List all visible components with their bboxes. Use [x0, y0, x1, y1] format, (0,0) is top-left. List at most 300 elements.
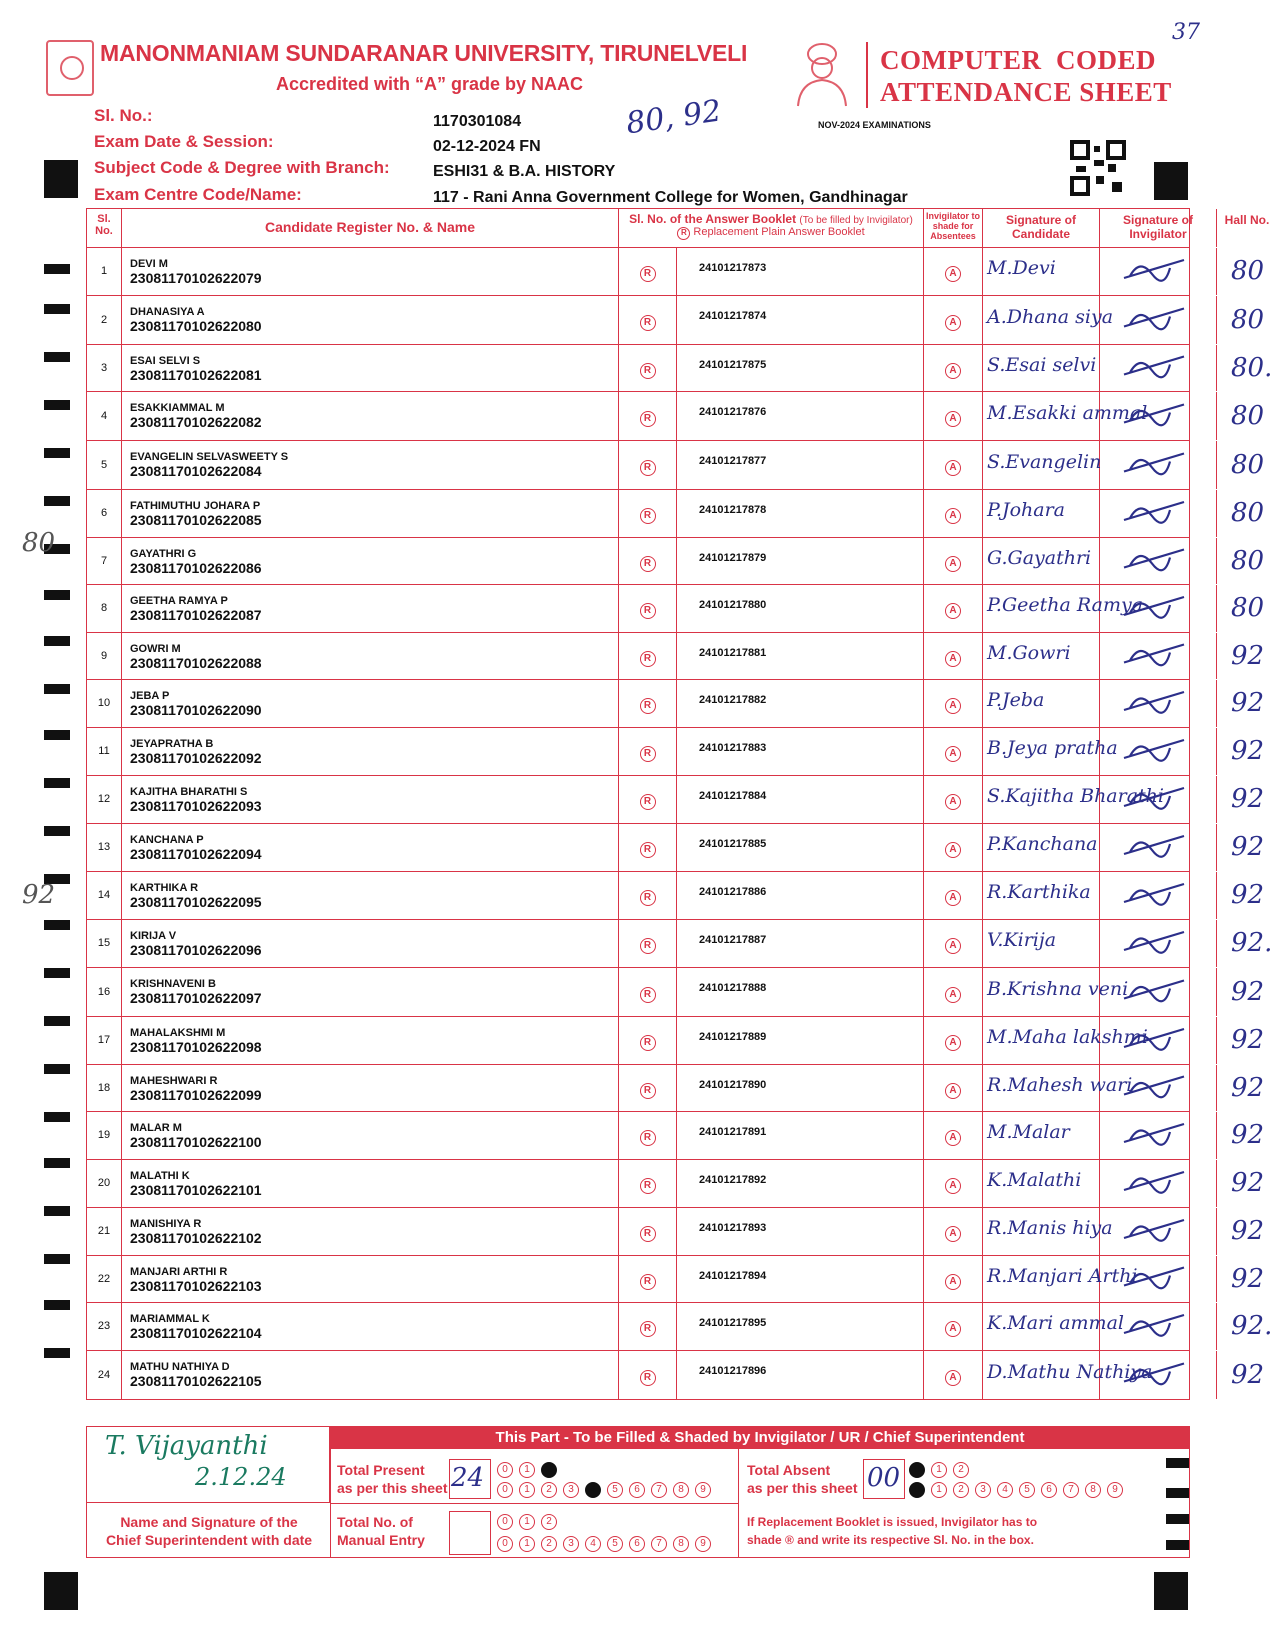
hall-number: 92 [1231, 880, 1265, 910]
candidate-cell [122, 872, 619, 919]
absent-bubble[interactable]: A [945, 460, 961, 476]
hall-number: 92 [1231, 736, 1265, 766]
hall-number: 92 [1231, 1263, 1265, 1294]
candidate-signature: S.Esai selvi [983, 345, 1100, 391]
absent-bubble[interactable]: A [945, 508, 961, 524]
absent-bubble[interactable]: A [945, 1130, 961, 1146]
university-logo [46, 40, 94, 96]
replacement-cell [619, 1065, 677, 1111]
candidate-name: MATHU NATHIYA D [130, 1361, 230, 1373]
timing-block [44, 160, 78, 198]
replacement-label: Replacement Plain Answer Booklet [693, 226, 865, 238]
register-number: 23081170102622098 [130, 1039, 262, 1055]
invigilator-signature [1100, 585, 1217, 633]
omr-bubble[interactable]: 4 [997, 1482, 1013, 1498]
sheet-title [880, 44, 1172, 108]
absent-cell [924, 441, 983, 489]
register-number: 23081170102622104 [130, 1325, 262, 1341]
invigilator-signature [1100, 441, 1217, 490]
row-sl: 13 [87, 824, 122, 871]
replacement-bubble[interactable]: R [640, 411, 656, 427]
timing-mark [44, 496, 70, 506]
replacement-bubble[interactable]: R [640, 1178, 656, 1194]
invigilator-signature-cell [1100, 296, 1217, 344]
absent-cell [924, 248, 983, 295]
invigilator-signature-cell [1100, 968, 1217, 1016]
absent-bubble[interactable]: A [945, 1083, 961, 1099]
col-invigilator-signature: Signature of Invigilator [1100, 209, 1217, 247]
timing-mark [44, 920, 70, 930]
absent-cell [924, 1256, 983, 1302]
booklet-number: 24101217883 [677, 728, 924, 775]
candidate-name: GAYATHRI G [130, 548, 197, 560]
candidate-signature: R.Manis hiya [983, 1208, 1100, 1255]
centre-value: 117 - Rani Anna Government College for Women, Gandhinagar [433, 189, 908, 206]
replacement-cell [619, 490, 677, 537]
register-number: 23081170102622105 [130, 1373, 262, 1389]
replacement-bubble[interactable]: R [640, 938, 656, 954]
candidate-name: KANCHANA P [130, 834, 204, 846]
row-sl: 4 [87, 392, 122, 440]
absent-cell [924, 776, 983, 823]
omr-bubble[interactable]: 3 [563, 1482, 579, 1498]
hall-number: 92 [1231, 688, 1265, 718]
register-number: 23081170102622096 [130, 942, 262, 958]
replacement-note [747, 1513, 1037, 1549]
invigilator-signature [1100, 248, 1217, 296]
candidate-cell [122, 441, 619, 489]
hall-number: 80. [1231, 352, 1273, 383]
timing-mark [44, 448, 70, 458]
timing-block [1154, 1572, 1188, 1610]
absent-bubble[interactable]: A [945, 651, 961, 667]
total-absent-value: 00 [867, 1463, 901, 1493]
candidate-cell [122, 585, 619, 632]
booklet-note: (To be filled by Invigilator) [799, 215, 913, 226]
invigilator-signature [1100, 1303, 1217, 1351]
candidate-signature: K.Malathi [983, 1160, 1100, 1207]
candidate-signature: M.Esakki ammal [983, 392, 1100, 440]
absent-bubble[interactable]: A [945, 1321, 961, 1337]
invigilator-signature-cell [1100, 776, 1217, 823]
replacement-bubble[interactable]: R [640, 460, 656, 476]
absent-cell [924, 1065, 983, 1111]
candidate-name: JEYAPRATHA B [130, 738, 214, 750]
replacement-bubble[interactable]: R [640, 794, 656, 810]
timing-mark [44, 1206, 70, 1216]
absent-bubble[interactable]: A [945, 363, 961, 379]
absent-bubble[interactable]: A [945, 603, 961, 619]
replacement-bubble[interactable]: R [640, 1130, 656, 1146]
table-row [86, 296, 1265, 345]
absent-cell [924, 345, 983, 391]
absent-cell [924, 920, 983, 967]
table-row [86, 776, 1265, 824]
manual-entry-line2: Manual Entry [337, 1532, 425, 1548]
timing-block [44, 1572, 78, 1610]
table-row [86, 248, 1265, 296]
omr-bubble[interactable]: 1 [519, 1514, 535, 1530]
candidate-cell [122, 1065, 619, 1111]
omr-bubble[interactable]: 7 [651, 1482, 667, 1498]
candidate-name: MARIAMMAL K [130, 1313, 210, 1325]
table-row [86, 1112, 1265, 1160]
col-hall: Hall No. [1224, 213, 1270, 227]
hall-number: 80 [1231, 256, 1265, 286]
invigilator-signature [1100, 1017, 1217, 1065]
booklet-number: 24101217895 [677, 1303, 924, 1350]
row-sl: 11 [87, 728, 122, 775]
omr-bubble[interactable]: 0 [497, 1482, 513, 1498]
omr-bubble[interactable]: 5 [607, 1536, 623, 1552]
replacement-bubble[interactable]: R [640, 556, 656, 572]
candidate-cell [122, 1112, 619, 1159]
row-sl: 6 [87, 490, 122, 537]
absent-bubble[interactable]: A [945, 1370, 961, 1386]
table-row [86, 728, 1265, 776]
candidate-name: MANISHIYA R [130, 1218, 202, 1230]
booklet-number: 24101217888 [677, 968, 924, 1016]
booklet-number: 24101217874 [677, 296, 924, 344]
invigilator-signature-cell [1100, 585, 1217, 632]
absent-bubble[interactable]: A [945, 1035, 961, 1051]
omr-bubble[interactable]: 0 [909, 1462, 925, 1478]
omr-bubble[interactable]: 2 [541, 1482, 557, 1498]
absent-bubble[interactable]: A [945, 987, 961, 1003]
timing-mark [44, 1158, 70, 1168]
omr-bubble[interactable]: 0 [497, 1536, 513, 1552]
replacement-bubble[interactable]: R [640, 651, 656, 667]
absent-cell [924, 585, 983, 632]
replacement-bubble[interactable]: R [640, 1083, 656, 1099]
invigilator-signature [1100, 1160, 1217, 1208]
omr-bubble[interactable]: 0 [909, 1482, 925, 1498]
omr-bubble[interactable]: 1 [519, 1482, 535, 1498]
register-number: 23081170102622093 [130, 798, 262, 814]
total-absent-label [747, 1461, 858, 1497]
chief-label-line1: Name and Signature of the [120, 1514, 298, 1530]
candidate-cell [122, 345, 619, 391]
omr-bubble[interactable]: 4 [585, 1482, 601, 1498]
omr-bubble[interactable]: 6 [629, 1482, 645, 1498]
replacement-bubble[interactable]: R [640, 1370, 656, 1386]
replacement-cell [619, 538, 677, 584]
candidate-cell [122, 1303, 619, 1350]
timing-mark [44, 352, 70, 362]
omr-bubble[interactable]: 2 [541, 1536, 557, 1552]
candidate-name: FATHIMUTHU JOHARA P [130, 500, 261, 512]
register-number: 23081170102622079 [130, 270, 262, 286]
omr-bubble[interactable]: 9 [695, 1482, 711, 1498]
booklet-number: 24101217891 [677, 1112, 924, 1159]
omr-bubble[interactable]: 4 [585, 1536, 601, 1552]
invigilator-signature [1100, 633, 1217, 680]
sl-no-value: 1170301084 [433, 113, 522, 130]
register-number: 23081170102622080 [130, 318, 262, 334]
absent-cell [924, 538, 983, 584]
manual-entry-line1: Total No. of [337, 1514, 413, 1530]
total-present-label [337, 1461, 448, 1497]
timing-mark [44, 264, 70, 274]
centre-label: Exam Centre Code/Name: [94, 185, 302, 204]
hall-number: 92 [1231, 1168, 1265, 1198]
candidate-signature: M.Gowri [983, 633, 1100, 679]
omr-bubble[interactable]: 7 [1063, 1482, 1079, 1498]
omr-bubble[interactable]: 2 [953, 1482, 969, 1498]
table-row [86, 920, 1273, 968]
replacement-bubble[interactable]: R [640, 987, 656, 1003]
timing-mark [44, 1300, 70, 1310]
omr-bubble[interactable]: 1 [931, 1482, 947, 1498]
omr-bubble[interactable]: 8 [673, 1482, 689, 1498]
candidate-name: MANJARI ARTHI R [130, 1266, 228, 1278]
invigilator-signature [1100, 968, 1217, 1017]
manual-unit-bubbles [497, 1533, 717, 1552]
hall-number: 80 [1231, 545, 1265, 576]
hall-number: 92 [1231, 832, 1265, 862]
omr-bubble[interactable]: 2 [541, 1514, 557, 1530]
replacement-bubble[interactable]: R [640, 1035, 656, 1051]
booklet-number: 24101217875 [677, 345, 924, 391]
omr-bubble[interactable]: 2 [541, 1462, 557, 1478]
absent-bubble[interactable]: A [945, 411, 961, 427]
booklet-number: 24101217879 [677, 538, 924, 584]
register-number: 23081170102622086 [130, 560, 262, 576]
absent-cell [924, 1351, 983, 1399]
margin-note-80: 80 [22, 528, 56, 558]
table-row [86, 441, 1265, 490]
table-row [86, 1256, 1265, 1303]
replacement-bubble[interactable]: R [640, 698, 656, 714]
absent-bubble[interactable]: A [945, 266, 961, 282]
register-number: 23081170102622092 [130, 750, 262, 766]
invigilator-signature-cell [1100, 1017, 1217, 1064]
omr-bubble[interactable]: 1 [519, 1462, 535, 1478]
candidate-cell [122, 1208, 619, 1255]
candidate-name: DEVI M [130, 258, 168, 270]
timing-mark [44, 1064, 70, 1074]
col-booklet [619, 209, 924, 247]
register-number: 23081170102622094 [130, 846, 262, 862]
hall-number: 92. [1231, 928, 1273, 958]
replacement-cell [619, 1303, 677, 1350]
timing-mark [44, 1112, 70, 1122]
booklet-number: 24101217885 [677, 824, 924, 871]
absent-bubble[interactable]: A [945, 1178, 961, 1194]
row-sl: 22 [87, 1256, 122, 1302]
omr-bubble[interactable]: 2 [953, 1462, 969, 1478]
register-number: 23081170102622103 [130, 1278, 262, 1294]
absent-bubble[interactable]: A [945, 794, 961, 810]
omr-bubble[interactable]: 3 [975, 1482, 991, 1498]
candidate-signature: A.Dhana siya [983, 296, 1100, 344]
candidate-signature: K.Mari ammal [983, 1303, 1100, 1350]
absent-bubble[interactable]: A [945, 938, 961, 954]
table-row [86, 872, 1265, 920]
booklet-title: Sl. No. of the Answer Booklet [629, 212, 797, 226]
table-row [86, 968, 1265, 1017]
absent-bubble[interactable]: A [945, 842, 961, 858]
register-number: 23081170102622084 [130, 463, 262, 479]
absent-bubble[interactable]: A [945, 698, 961, 714]
register-number: 23081170102622090 [130, 702, 262, 718]
replacement-bubble[interactable]: R [640, 1321, 656, 1337]
invigilator-signature-cell [1100, 1351, 1217, 1399]
invigilator-signature-cell [1100, 248, 1217, 295]
total-present-line1: Total Present [337, 1462, 425, 1478]
hall-number: 80 [1231, 449, 1265, 480]
table-row [86, 824, 1265, 872]
hall-number: 80 [1231, 400, 1265, 431]
invigilator-signature-cell [1100, 920, 1217, 967]
replacement-symbol: R [677, 227, 690, 240]
absent-cell [924, 1112, 983, 1159]
absent-bubble[interactable]: A [945, 315, 961, 331]
invigilator-signature [1100, 824, 1217, 872]
invigilator-signature-cell [1100, 441, 1217, 489]
booklet-number: 24101217893 [677, 1208, 924, 1255]
omr-bubble[interactable]: 7 [651, 1536, 667, 1552]
invigilator-signature-cell [1100, 1256, 1217, 1302]
table-row [86, 1351, 1265, 1400]
candidate-cell [122, 824, 619, 871]
omr-bubble[interactable]: 9 [695, 1536, 711, 1552]
margin-note-92: 92 [22, 880, 56, 910]
replacement-cell [619, 248, 677, 295]
table-row [86, 680, 1265, 728]
replacement-cell [619, 1017, 677, 1064]
col-candidate: Candidate Register No. & Name [122, 209, 619, 247]
absent-cell [924, 1160, 983, 1207]
absent-cell [924, 1208, 983, 1255]
replacement-cell [619, 1112, 677, 1159]
hall-number: 92. [1231, 1311, 1273, 1341]
row-sl: 17 [87, 1017, 122, 1064]
omr-bubble[interactable]: 1 [519, 1536, 535, 1552]
col-candidate-signature: Signature of Candidate [983, 209, 1100, 247]
invigilator-signature-cell [1100, 1112, 1217, 1159]
omr-bubble[interactable]: 6 [1041, 1482, 1057, 1498]
omr-bubble[interactable]: 0 [497, 1462, 513, 1478]
absent-tens-bubbles [909, 1459, 975, 1478]
omr-bubble[interactable]: 5 [1019, 1482, 1035, 1498]
replacement-bubble[interactable]: R [640, 1226, 656, 1242]
university-name: MANONMANIAM SUNDARANAR UNIVERSITY, TIRUNELVELI [100, 40, 748, 66]
replacement-bubble[interactable]: R [640, 315, 656, 331]
invigilator-signature [1100, 538, 1217, 585]
title-divider [866, 42, 868, 108]
founder-portrait [790, 40, 854, 106]
invigilator-signature [1100, 1065, 1217, 1112]
omr-bubble[interactable]: 9 [1107, 1482, 1123, 1498]
absent-cell [924, 1303, 983, 1350]
booklet-number: 24101217878 [677, 490, 924, 537]
omr-bubble[interactable]: 6 [629, 1536, 645, 1552]
candidate-cell [122, 538, 619, 584]
invigilator-signature-cell [1100, 680, 1217, 727]
invigilator-signature [1100, 920, 1217, 968]
booklet-number: 24101217877 [677, 441, 924, 489]
hall-number: 92 [1231, 1072, 1265, 1103]
absent-bubble[interactable]: A [945, 1274, 961, 1290]
omr-bubble[interactable]: 5 [607, 1482, 623, 1498]
hall-number: 92 [1231, 784, 1265, 814]
accreditation: Accredited with “A” grade by NAAC [276, 74, 584, 94]
candidate-signature: M.Maha lakshmi [983, 1017, 1100, 1064]
chief-label-line2: Chief Superintendent with date [105, 1532, 313, 1548]
timing-mark [44, 730, 70, 740]
omr-bubble[interactable]: 8 [673, 1536, 689, 1552]
invigilator-signature-cell [1100, 1208, 1217, 1255]
row-sl: 3 [87, 345, 122, 391]
candidate-name: MAHESHWARI R [130, 1075, 218, 1087]
absent-unit-bubbles [909, 1479, 1129, 1498]
omr-bubble[interactable]: 3 [563, 1536, 579, 1552]
absent-bubble[interactable]: A [945, 556, 961, 572]
booklet-number: 24101217896 [677, 1351, 924, 1399]
invigilator-signature [1100, 1256, 1217, 1303]
omr-bubble[interactable]: 0 [497, 1514, 513, 1530]
absent-cell [924, 968, 983, 1016]
absent-bubble[interactable]: A [945, 1226, 961, 1242]
replacement-bubble[interactable]: R [640, 363, 656, 379]
invigilator-signature [1100, 1208, 1217, 1256]
candidate-signature: R.Manjari Arthi [983, 1256, 1100, 1302]
candidate-name: DHANASIYA A [130, 306, 205, 318]
absent-bubble[interactable]: A [945, 746, 961, 762]
absent-cell [924, 296, 983, 344]
booklet-number: 24101217881 [677, 633, 924, 679]
manual-entry-box[interactable] [449, 1511, 491, 1555]
replacement-cell [619, 680, 677, 727]
omr-bubble[interactable]: 8 [1085, 1482, 1101, 1498]
absent-bubble[interactable]: A [945, 890, 961, 906]
booklet-number: 24101217876 [677, 392, 924, 440]
absent-cell [924, 392, 983, 440]
omr-bubble[interactable]: 1 [931, 1462, 947, 1478]
replacement-bubble[interactable]: R [640, 266, 656, 282]
booklet-number: 24101217887 [677, 920, 924, 967]
replacement-bubble[interactable]: R [640, 890, 656, 906]
candidate-signature: M.Devi [983, 248, 1100, 295]
replacement-bubble[interactable]: R [640, 1274, 656, 1290]
replacement-bubble[interactable]: R [640, 746, 656, 762]
candidate-signature: P.Jeba [983, 680, 1100, 727]
replacement-bubble[interactable]: R [640, 603, 656, 619]
replacement-cell [619, 296, 677, 344]
replacement-bubble[interactable]: R [640, 508, 656, 524]
exam-name: NOV-2024 EXAMINATIONS [818, 120, 931, 130]
booklet-number: 24101217882 [677, 680, 924, 727]
replacement-cell [619, 824, 677, 871]
candidate-signature: R.Mahesh wari [983, 1065, 1100, 1111]
hall-number: 80 [1231, 498, 1265, 528]
register-number: 23081170102622081 [130, 367, 262, 383]
absent-cell [924, 824, 983, 871]
total-present-value: 24 [451, 1463, 485, 1493]
booklet-number: 24101217886 [677, 872, 924, 919]
absent-cell [924, 728, 983, 775]
row-sl: 10 [87, 680, 122, 727]
table-row [86, 490, 1265, 538]
replacement-bubble[interactable]: R [640, 842, 656, 858]
hall-number: 92 [1231, 1025, 1265, 1055]
absent-cell [924, 1017, 983, 1064]
absent-cell [924, 633, 983, 679]
row-sl: 9 [87, 633, 122, 679]
booklet-number: 24101217890 [677, 1065, 924, 1111]
col-absentees: Invigilator to shade for Absentees [924, 209, 983, 247]
